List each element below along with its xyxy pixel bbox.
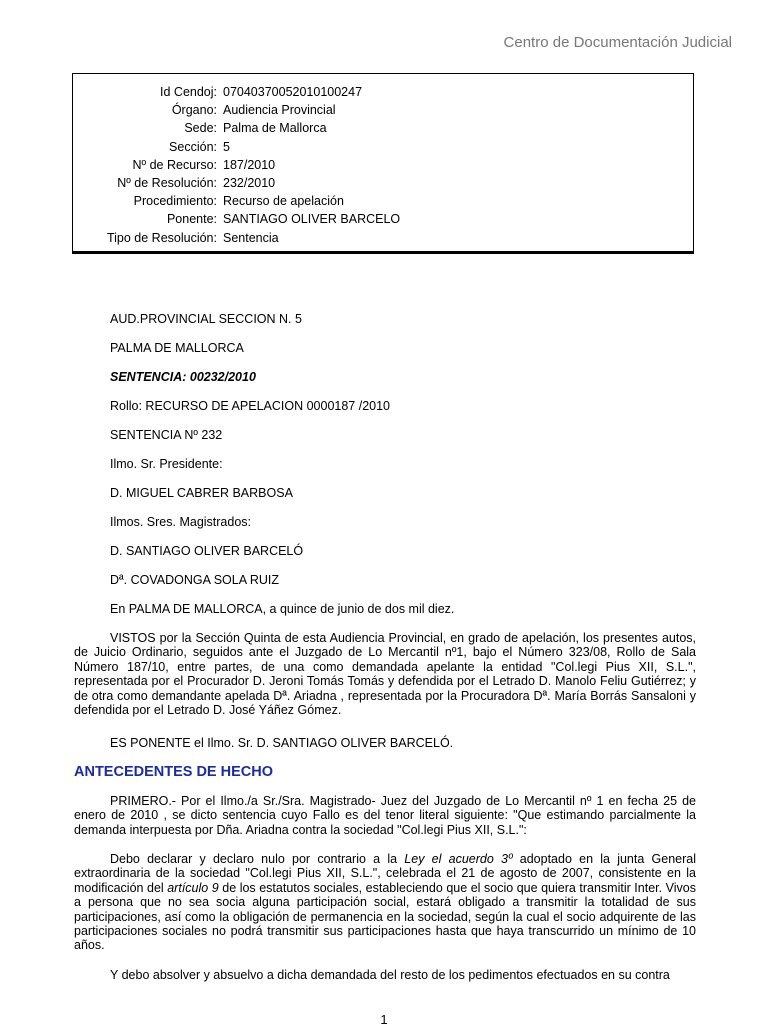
magistrado-2: Dª. COVADONGA SOLA RUIZ <box>110 573 280 587</box>
meta-row-id-cendoj <box>73 83 693 101</box>
meta-row-sede <box>73 119 693 137</box>
meta-label: Procedimiento: <box>133 194 217 209</box>
meta-row-procedimiento <box>73 192 693 210</box>
meta-value: Recurso de apelación <box>223 194 344 209</box>
meta-row-organo <box>73 101 693 119</box>
meta-label: Sede: <box>184 121 217 136</box>
absolucion-paragraph: Y debo absolver y absuelvo a dicha demandada del resto de los pedimentos efectuados en su contra <box>110 968 670 982</box>
meta-label: Sección: <box>169 139 217 154</box>
fallo-paragraph <box>74 852 696 953</box>
court-name: AUD.PROVINCIAL SECCION N. 5 <box>110 312 302 326</box>
meta-label: Nº de Resolución: <box>117 175 217 190</box>
meta-row-tipo-resolucion <box>73 229 693 247</box>
meta-value: Audiencia Provincial <box>223 103 336 118</box>
vistos-paragraph: VISTOS por la Sección Quinta de esta Audiencia Provincial, en grado de apelación, los presentes autos, de Juicio Ordinario, seguidos ante el Juzgado de Lo Mercantil nº1, bajo el Número 323/08, Rollo de Sala Número 187/10, entre partes, de una como demandada apelante la entidad "Col.legi Pius XII, S.L.", representada por el Procurador D. Jeroni Tomás Tomás y defendida por el Letrado D. Manolo Feliu Gutiérrez; y de otra como demandante apelada Dª. Ariadna , representada por la Procuradora Dª. María Borrás Sansaloni y defendida por el Letrado D. José Yáñez Gómez. <box>74 631 696 718</box>
magistrado-1: D. SANTIAGO OLIVER BARCELÓ <box>110 544 304 558</box>
antecedentes-heading: ANTECEDENTES DE HECHO <box>74 764 273 780</box>
fallo-text: Debo declarar y declaro nulo por contrario a la <box>110 852 405 866</box>
fallo-text: de los estatutos sociales, estableciendo que el socio que quiera transmitir Inter. Vivos a persona que no sea socia alguna participación social, estará obligado a transmitir la totalidad de sus participaciones, así como la obligación de permanencia en la sociedad, según la cual el socio adquirente de las participaciones sociales no podrá transmitir sus participaciones hasta que haya transcurrido un mínimo de 10 años. <box>74 880 696 953</box>
meta-value: Palma de Mallorca <box>223 121 327 136</box>
meta-row-ponente <box>73 210 693 228</box>
fallo-text: adoptado en la junta General extraordinaria de la sociedad "Col.legi Pius XII, S.L.", celebrada el 21 de agosto de 2007, consistente en la modificación del <box>74 852 696 895</box>
court-city: PALMA DE MALLORCA <box>110 341 244 355</box>
rollo-line: Rollo: RECURSO DE APELACION 0000187 /2010 <box>110 399 390 413</box>
date-line: En PALMA DE MALLORCA, a quince de junio de dos mil diez. <box>110 602 455 616</box>
meta-label: Nº de Recurso: <box>132 157 217 172</box>
fallo-emphasis: Ley el acuerdo 3º <box>404 852 513 866</box>
meta-value: 187/2010 <box>223 157 276 172</box>
sentencia-number: SENTENCIA Nº 232 <box>110 428 223 442</box>
meta-label: Id Cendoj: <box>160 85 217 99</box>
meta-label: Ponente: <box>166 212 217 227</box>
sentencia-reference: SENTENCIA: 00232/2010 <box>110 370 256 384</box>
meta-value: 07040370052010100247 <box>223 85 363 99</box>
fallo-emphasis: artículo 9 <box>167 880 219 895</box>
meta-row-seccion <box>73 138 693 156</box>
meta-row-resolucion <box>73 174 693 192</box>
magistrados-title: Ilmos. Sres. Magistrados: <box>110 515 252 529</box>
meta-value: SANTIAGO OLIVER BARCELO <box>223 212 401 227</box>
meta-row-recurso <box>73 156 693 174</box>
header-title: Centro de Documentación Judicial <box>503 34 732 51</box>
presidente-title: Ilmo. Sr. Presidente: <box>110 457 223 471</box>
metadata-box <box>72 73 694 252</box>
ponente-line: ES PONENTE el Ilmo. Sr. D. SANTIAGO OLIVER BARCELÓ. <box>110 736 454 750</box>
presidente-name: D. MIGUEL CABRER BARBOSA <box>110 486 293 500</box>
meta-value: 5 <box>223 139 230 154</box>
meta-label: Tipo de Resolución: <box>106 230 217 245</box>
primero-paragraph: PRIMERO.- Por el Ilmo./a Sr./Sra. Magistrado- Juez del Juzgado de Lo Mercantil nº 1 en fecha 25 de enero de 2010 , se dicto sentencia cuyo Fallo es del tenor literal siguiente: "Que estimando parcialmente la demanda interpuesta por Dña. Ariadna contra la sociedad "Col.legi Pius XII, S.L.": <box>74 794 696 837</box>
meta-value: Sentencia <box>223 230 279 245</box>
page-number: 1 <box>380 1012 388 1027</box>
meta-value: 232/2010 <box>223 175 276 190</box>
meta-label: Órgano: <box>171 103 217 118</box>
